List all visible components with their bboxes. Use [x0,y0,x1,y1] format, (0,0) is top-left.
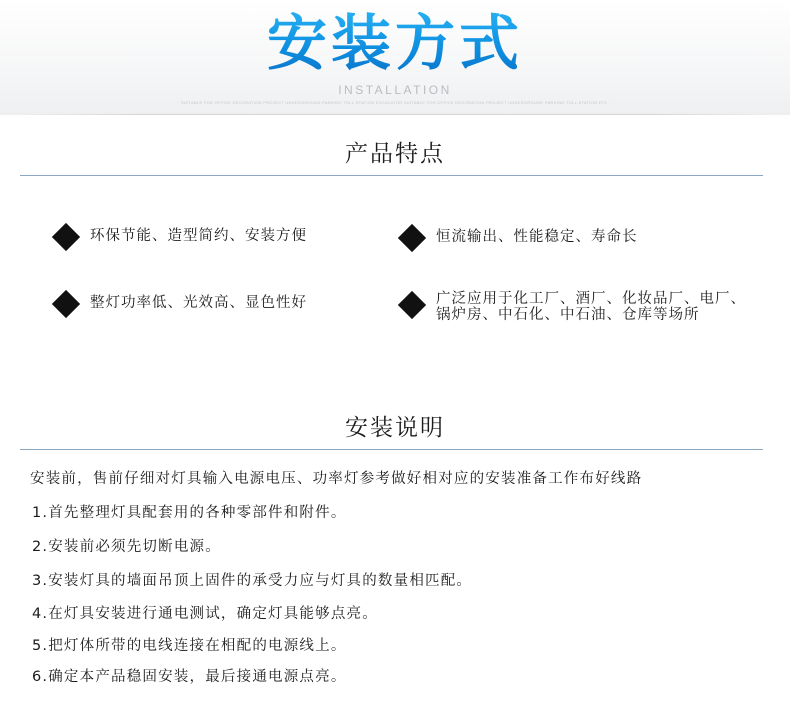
install-step: 6.确定本产品稳固安装，最后接通电源点亮。 [32,669,347,685]
banner-divider [20,114,770,115]
instructions-divider [20,449,763,450]
feature-text: 恒流输出、性能稳定、寿命长 [436,229,638,245]
feature-item [396,228,638,248]
banner-tagline: SUITABLE FOR OFFICE DECORATION PROJECT UNDERGROUND PARKING TOLL STATION ESCALATOR SUITABLE FOR OFFICE DECORATION PROJECT UNDERGROUND PARKING TOLL STATION ETC. [180,100,610,105]
banner-subtitle: INSTALLATION [338,83,452,97]
diamond-bullet-icon [52,223,80,251]
feature-text: 广泛应用于化工厂、酒厂、化妆品厂、电厂、 锅炉房、中石化、中石油、仓库等场所 [436,291,746,323]
diamond-bullet-icon [398,224,426,252]
features-section-title: 产品特点 [345,141,445,167]
install-step: 5.把灯体所带的电线连接在相配的电源线上。 [32,638,347,654]
feature-text: 整灯功率低、光效高、显色性好 [90,295,307,311]
instructions-section-title: 安装说明 [345,415,445,441]
install-step: 4.在灯具安装进行通电测试，确定灯具能够点亮。 [32,606,378,622]
install-step: 2.安装前必须先切断电源。 [32,539,221,555]
feature-item [396,291,746,323]
banner-title: 安装方式 [0,6,790,82]
feature-item [50,294,307,314]
diamond-bullet-icon [398,291,426,319]
install-step: 1.首先整理灯具配套用的各种零部件和附件。 [32,505,347,521]
feature-item [50,227,307,247]
feature-text: 环保节能、造型简约、安装方便 [90,228,307,244]
install-intro: 安装前，售前仔细对灯具输入电源电压、功率灯参考做好相对应的安装准备工作布好线路 [30,471,643,487]
features-divider [20,175,763,176]
install-step: 3.安装灯具的墙面吊顶上固件的承受力应与灯具的数量相匹配。 [32,573,473,589]
diamond-bullet-icon [52,290,80,318]
